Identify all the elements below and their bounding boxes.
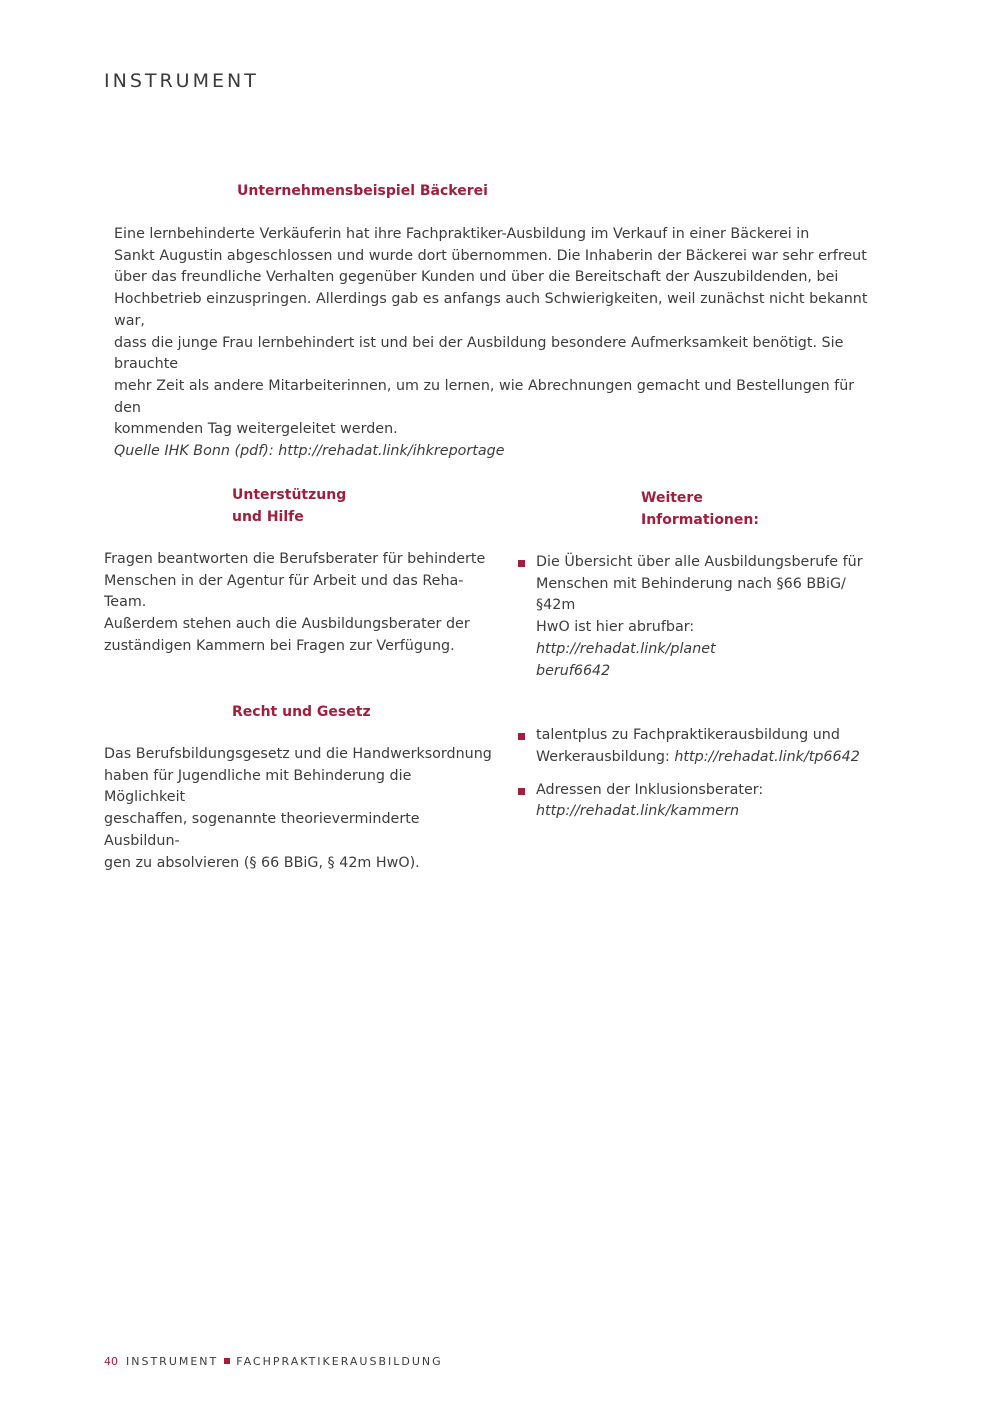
planet-beruf-link[interactable]: http://rehadat.link/planet	[536, 640, 716, 657]
example-line: Hochbetrieb einzuspringen. Allerdings gab es anfangs auch Schwierigkeiten, weil zunächst nicht bekannt war,	[114, 291, 868, 329]
footer-separator-icon	[224, 1358, 230, 1364]
example-line: Sankt Augustin abgeschlossen und wurde dort übernommen. Die Inhaberin der Bäckerei war sehr erfreut	[114, 247, 867, 264]
info-item-line: Menschen mit Behinderung nach §66 BBiG/§42m	[536, 575, 846, 614]
support-line: zuständigen Kammern bei Fragen zur Verfügung.	[104, 637, 455, 654]
bullet-square-icon	[518, 788, 525, 795]
info-item-line: Adressen der Inklusionsberater:	[536, 781, 764, 798]
law-title: Recht und Gesetz	[232, 704, 371, 720]
info-item-line: talentplus zu Fachpraktikerausbildung und	[536, 727, 840, 744]
footer-topic: FACHPRAKTIKERAUSBILDUNG	[236, 1355, 443, 1368]
support-line: Außerdem stehen auch die Ausbildungsberater der	[104, 616, 470, 633]
header-label: INSTRUMENT	[104, 70, 259, 92]
planet-beruf-link-continued[interactable]: beruf6642	[536, 662, 611, 679]
info-list	[518, 552, 878, 823]
example-paragraph	[114, 224, 884, 463]
kammern-link[interactable]: http://rehadat.link/kammern	[536, 803, 740, 820]
law-paragraph	[104, 744, 494, 874]
info-title-line: Informationen:	[641, 512, 759, 528]
info-item-text: HwO ist hier abrufbar:	[536, 619, 695, 636]
support-title-line: Unterstützung	[232, 487, 347, 503]
info-item-line	[536, 617, 878, 660]
page-number: 40	[104, 1355, 118, 1368]
page-footer	[104, 1355, 443, 1368]
info-item-line: Die Übersicht über alle Ausbildungsberufe für	[536, 554, 863, 570]
info-item-text: Werkerausbildung:	[536, 748, 675, 765]
bullet-square-icon	[518, 560, 525, 567]
example-title: Unternehmensbeispiel Bäckerei	[237, 183, 488, 199]
example-line: dass die junge Frau lernbehindert ist und bei der Ausbildung besondere Aufmerksamkeit benötigt. Sie brauchte	[114, 334, 844, 373]
info-title-line: Weitere	[641, 490, 703, 506]
talentplus-link[interactable]: http://rehadat.link/tp6642	[674, 748, 860, 765]
law-line: gen zu absolvieren (§ 66 BBiG, § 42m HwO).	[104, 854, 420, 871]
support-line: Fragen beantworten die Berufsberater für behinderte	[104, 551, 486, 567]
example-line: mehr Zeit als andere Mitarbeiterinnen, um zu lernen, wie Abrechnungen gemacht und Bestellungen für den	[114, 377, 855, 416]
law-line: haben für Jugendliche mit Behinderung die Möglichkeit	[104, 767, 412, 806]
info-list-item	[518, 552, 878, 682]
bullet-square-icon	[518, 733, 525, 740]
info-list-item	[518, 725, 878, 768]
example-line: über das freundliche Verhalten gegenüber Kunden und über die Bereitschaft der Auszubildenden, bei	[114, 269, 839, 286]
support-paragraph	[104, 549, 504, 658]
example-line: Eine lernbehinderte Verkäuferin hat ihre Fachpraktiker-Ausbildung im Verkauf in einer Bäckerei in	[114, 226, 810, 242]
info-title	[641, 487, 759, 531]
support-title-line: und Hilfe	[232, 509, 304, 525]
example-line: kommenden Tag weitergeleitet werden.	[114, 421, 398, 438]
footer-section: INSTRUMENT	[126, 1355, 219, 1368]
law-line: geschaffen, sogenannte theorieverminderte Ausbildun-	[104, 811, 420, 849]
support-title	[232, 484, 346, 528]
info-list-item	[518, 780, 878, 823]
law-line: Das Berufsbildungsgesetz und die Handwerksordnung	[104, 746, 492, 762]
support-line: Menschen in der Agentur für Arbeit und das Reha-Team.	[104, 572, 464, 611]
example-source: Quelle IHK Bonn (pdf): http://rehadat.link/ihkreportage	[114, 443, 505, 460]
info-item-line	[536, 747, 878, 769]
